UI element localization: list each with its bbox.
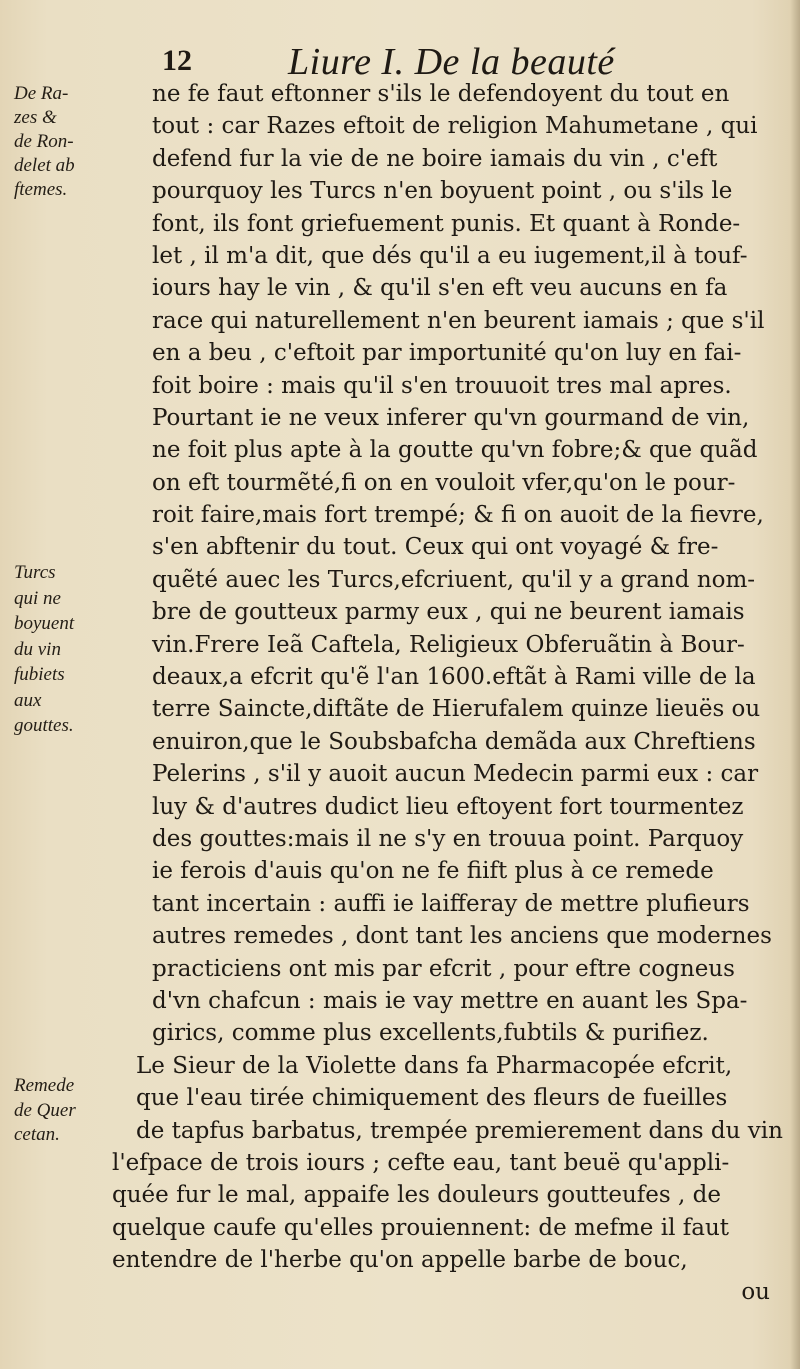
margin-note-line: boyuent	[14, 613, 75, 634]
page-number: 12	[162, 44, 192, 77]
text-line: ne foit plus apte à la goutte qu'vn fobre;& que quãd	[152, 437, 758, 464]
text-line: tant incertain : auffi ie laifferay de mettre plufieurs	[152, 890, 750, 917]
text-line: quelque caufe qu'elles prouiennent: de mefme il faut	[112, 1214, 730, 1241]
text-line: Pelerins , s'il y auoit aucun Medecin parmi eux : car	[152, 761, 759, 788]
text-line: l'efpace de trois iours ; cefte eau, tant beuë qu'appli-	[112, 1149, 730, 1176]
margin-note-line: zes &	[14, 107, 57, 128]
body-text	[112, 78, 784, 1309]
margin-note-line: Remede	[14, 1075, 75, 1096]
margin-note-line: ftemes.	[14, 179, 68, 200]
margin-note-line: De Ra-	[14, 83, 69, 104]
margin-note-line: gouttes.	[14, 715, 74, 736]
page-edge-shadow	[790, 0, 800, 1369]
text-line: girics, comme plus excellents,fubtils & purifiez.	[152, 1020, 709, 1047]
text-line: entendre de l'herbe qu'on appelle barbe de bouc,	[112, 1247, 688, 1274]
text-line: de tapfus barbatus, trempée premierement dans du vin	[136, 1117, 783, 1144]
text-line: luy & d'autres dudict lieu eftoyent fort tourmentez	[152, 793, 744, 820]
text-line: defend fur la vie de ne boire iamais du vin , c'eft	[152, 145, 718, 172]
text-line: bre de goutteux parmy eux , qui ne beurent iamais	[152, 599, 745, 626]
text-line: foit boire : mais qu'il s'en trouuoit tres mal apres.	[152, 372, 732, 399]
margin-note-line: de Quer	[14, 1099, 76, 1121]
margin-note-line: Turcs	[14, 562, 56, 583]
catchword: ou	[741, 1279, 770, 1306]
text-line: ne fe faut eftonner s'ils le defendoyent du tout en	[152, 81, 730, 107]
text-line: des gouttes:mais il ne s'y en trouua point. Parquoy	[152, 825, 744, 852]
margin-note-remede	[14, 1074, 144, 1148]
text-line: vin.Frere Ieã Caftela, Religieux Obferuãtin à Bour-	[152, 631, 745, 658]
text-line: practiciens ont mis par efcrit , pour eftre cogneus	[152, 955, 735, 982]
text-line: roit faire,mais fort trempé; & fi on auoit de la fievre,	[152, 502, 764, 529]
margin-note-line: qui ne	[14, 587, 61, 609]
margin-note-line: aux	[14, 689, 42, 711]
text-line: enuiron,que le Soubsbafcha demãda aux Chreftiens	[152, 728, 756, 755]
text-line: Le Sieur de la Violette dans fa Pharmacopée efcrit,	[136, 1052, 733, 1079]
text-line: pourquoy les Turcs n'en boyuent point , ou s'ils le	[152, 178, 733, 205]
margin-note-line: de Ron-	[14, 131, 74, 152]
text-line: s'en abftenir du tout. Ceux qui ont voyagé & fre-	[152, 534, 719, 561]
margin-note-razes-rondelet	[14, 82, 144, 202]
text-line: ie ferois d'auis qu'on ne fe fiift plus à ce remede	[152, 858, 714, 885]
margin-note-line: du vin	[14, 638, 61, 660]
text-line: autres remedes , dont tant les anciens que modernes	[152, 923, 772, 950]
text-line: let , il m'a dit, que dés qu'il a eu iugement,il à touf-	[152, 242, 748, 269]
text-line: iours hay le vin , & qu'il s'en eft veu aucuns en fa	[152, 275, 728, 302]
text-line: on eft tourmẽté,fi on en vouloit vfer,qu'on le pour-	[152, 469, 736, 496]
text-line: deaux,a efcrit qu'ẽ l'an 1600.eftãt à Rami ville de la	[152, 664, 756, 691]
text-line: quée fur le mal, appaife les douleurs goutteufes , de	[112, 1182, 721, 1209]
text-line: tout : car Razes eftoit de religion Mahumetane , qui	[152, 113, 758, 140]
margin-note-turcs	[14, 560, 144, 739]
text-line: en a beu , c'eftoit par importunité qu'on luy en fai-	[152, 340, 742, 367]
margin-note-line: fubiets	[14, 664, 65, 685]
text-line: font, ils font griefuement punis. Et quant à Ronde-	[152, 210, 741, 237]
text-line: Pourtant ie ne veux inferer qu'vn gourmand de vin,	[152, 404, 750, 431]
text-line: quẽté auec les Turcs,efcriuent, qu'il y a grand nom-	[152, 566, 756, 593]
text-line: race qui naturellement n'en beurent iamais ; que s'il	[152, 307, 765, 334]
running-title: Liure I. De la beauté	[288, 41, 615, 83]
text-line: terre Saincte,diftãte de Hierufalem quinze lieuës ou	[152, 696, 761, 723]
margin-note-line: cetan.	[14, 1124, 60, 1145]
text-line: que l'eau tirée chimiquement des fleurs de fueilles	[136, 1085, 728, 1112]
text-line: d'vn chafcun : mais ie vay mettre en auant les Spa-	[152, 987, 748, 1014]
margin-note-line: delet ab	[14, 155, 75, 176]
